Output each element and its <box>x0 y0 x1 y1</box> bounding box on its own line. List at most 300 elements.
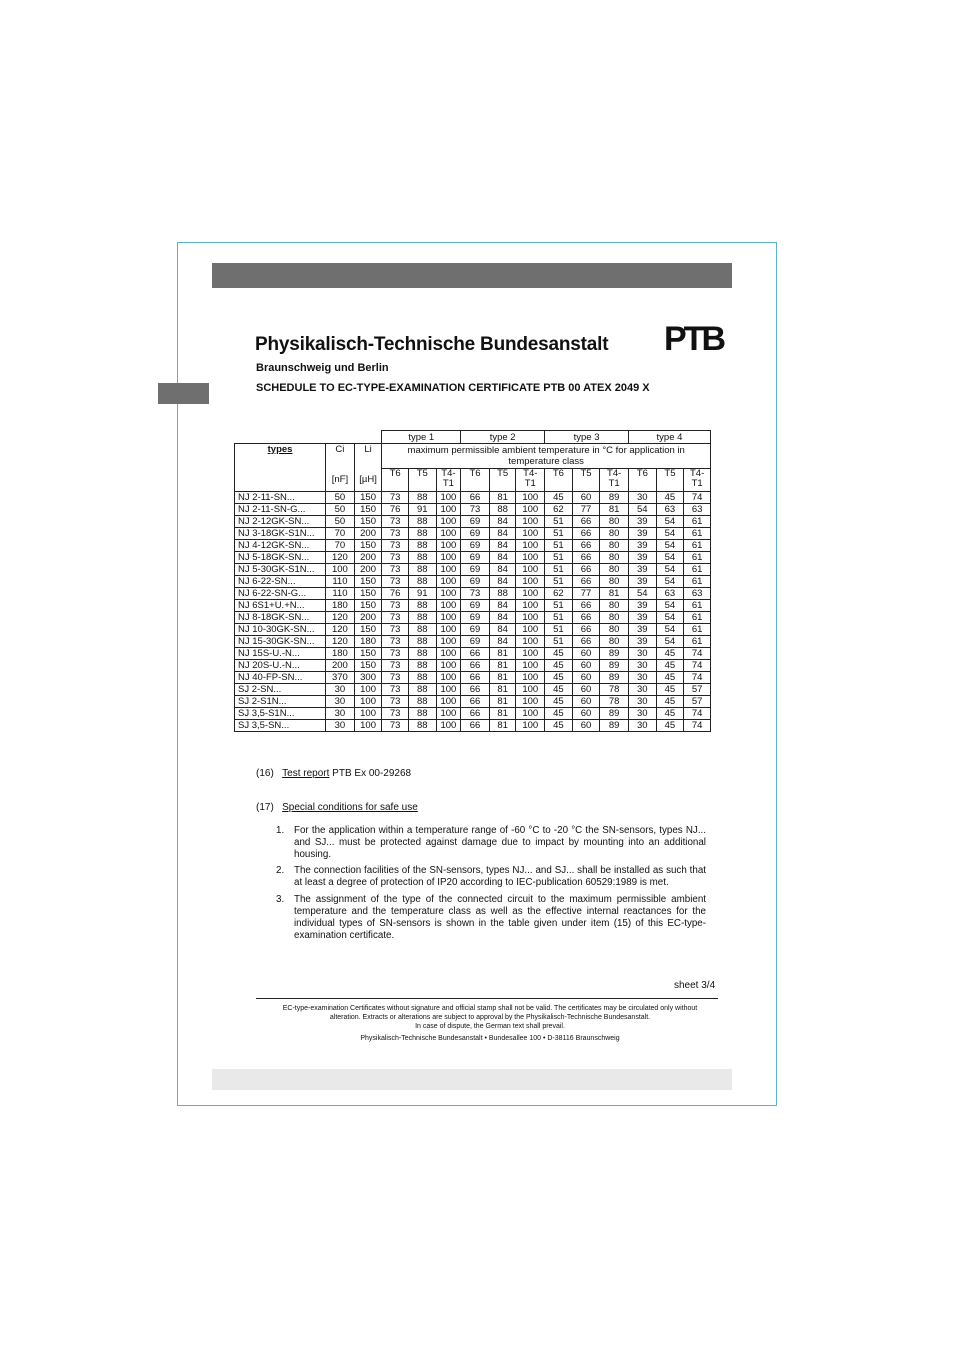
table-row <box>235 528 711 540</box>
temperature-cell: 73 <box>382 576 409 588</box>
type-header: type 3 <box>545 431 629 444</box>
temperature-cell: 73 <box>382 648 409 660</box>
footer-disclaimer: EC-type-examination Certificates without signature and official stamp shall not be valid. The certificates may be circulated only without alteration. Extracts or alterations are subject to approval by the Physikalisch-Technische Bundesanstalt. In case of dispute, the German text shall prevail. <box>282 1005 698 1030</box>
temperature-cell: 76 <box>382 504 409 516</box>
li-cell: 200 <box>354 528 382 540</box>
temperature-cell: 100 <box>516 684 545 696</box>
temperature-cell: 78 <box>600 684 629 696</box>
temperature-cell: 45 <box>545 720 573 732</box>
temperature-cell: 45 <box>656 648 684 660</box>
temperature-cell: 63 <box>656 504 684 516</box>
temperature-cell: 45 <box>656 672 684 684</box>
temperature-cell: 54 <box>656 612 684 624</box>
temperature-cell: 39 <box>629 564 657 576</box>
condition-2: 2. The connection facilities of the SN-sensors, types NJ... and SJ... shall be installed as such that at least a degree of protection of IP20 according to IEC-publication 60529:1989 is met. <box>276 865 706 888</box>
temperature-cell: 81 <box>600 588 629 600</box>
temperature-cell: 100 <box>436 720 461 732</box>
temperature-cell: 66 <box>461 672 490 684</box>
temperature-cell: 66 <box>572 576 600 588</box>
temperature-cell: 74 <box>684 660 711 672</box>
temp-class-header: T6 <box>382 469 409 492</box>
temperature-cell: 45 <box>656 492 684 504</box>
temperature-cell: 80 <box>600 636 629 648</box>
table-row <box>235 588 711 600</box>
types-header: types <box>267 444 293 455</box>
temperature-cell: 30 <box>629 648 657 660</box>
temperature-cell: 77 <box>572 504 600 516</box>
temperature-cell: 100 <box>516 528 545 540</box>
temperature-cell: 73 <box>382 720 409 732</box>
temperature-cell: 100 <box>436 624 461 636</box>
temperature-cell: 100 <box>516 648 545 660</box>
li-cell: 100 <box>354 720 382 732</box>
schedule-title: SCHEDULE TO EC-TYPE-EXAMINATION CERTIFICATE PTB 00 ATEX 2049 X <box>256 382 650 394</box>
temperature-cell: 54 <box>656 624 684 636</box>
temperature-cell: 84 <box>489 564 516 576</box>
table-row <box>235 636 711 648</box>
temperature-cell: 54 <box>629 588 657 600</box>
sensor-type-cell: SJ 3,5-S1N... <box>235 708 326 720</box>
temperature-cell: 51 <box>545 516 573 528</box>
temperature-cell: 61 <box>684 636 711 648</box>
li-cell: 150 <box>354 504 382 516</box>
table-row <box>235 504 711 516</box>
temperature-cell: 39 <box>629 576 657 588</box>
temperature-cell: 69 <box>461 636 490 648</box>
li-cell: 150 <box>354 600 382 612</box>
ci-cell: 180 <box>326 648 355 660</box>
temperature-cell: 60 <box>572 696 600 708</box>
temperature-cell: 57 <box>684 696 711 708</box>
temperature-cell: 88 <box>408 564 436 576</box>
temp-class-header: T4- T1 <box>684 469 711 492</box>
sensor-type-cell: NJ 5-18GK-SN... <box>235 552 326 564</box>
li-cell: 100 <box>354 708 382 720</box>
temperature-cell: 81 <box>489 648 516 660</box>
temperature-cell: 84 <box>489 624 516 636</box>
temperature-cell: 88 <box>408 696 436 708</box>
temperature-cell: 69 <box>461 576 490 588</box>
temperature-cell: 88 <box>408 624 436 636</box>
temperature-cell: 66 <box>572 516 600 528</box>
temperature-cell: 91 <box>408 588 436 600</box>
temperature-cell: 39 <box>629 516 657 528</box>
li-cell: 200 <box>354 612 382 624</box>
temperature-cell: 88 <box>408 600 436 612</box>
temperature-cell: 45 <box>545 660 573 672</box>
temperature-cell: 100 <box>516 564 545 576</box>
temperature-cell: 66 <box>461 648 490 660</box>
side-tab <box>158 383 209 404</box>
temperature-cell: 100 <box>436 660 461 672</box>
temperature-cell: 51 <box>545 576 573 588</box>
temperature-cell: 100 <box>436 564 461 576</box>
sensor-type-cell: NJ 40-FP-SN... <box>235 672 326 684</box>
temperature-cell: 61 <box>684 516 711 528</box>
sensor-type-cell: NJ 10-30GK-SN... <box>235 624 326 636</box>
temperature-cell: 100 <box>516 492 545 504</box>
temperature-cell: 73 <box>382 564 409 576</box>
temperature-cell: 88 <box>408 612 436 624</box>
temperature-cell: 60 <box>572 684 600 696</box>
type-header: type 2 <box>461 431 545 444</box>
temperature-cell: 100 <box>516 504 545 516</box>
temperature-cell: 54 <box>656 528 684 540</box>
special-conditions-label: Special conditions for safe use <box>282 802 418 813</box>
temperature-cell: 30 <box>629 672 657 684</box>
temperature-cell: 61 <box>684 612 711 624</box>
temperature-caption: maximum permissible ambient temperature in °C for application in temperature class <box>382 444 711 469</box>
temperature-cell: 88 <box>408 528 436 540</box>
temperature-cell: 100 <box>436 684 461 696</box>
bottom-bar <box>212 1069 732 1090</box>
temperature-cell: 60 <box>572 720 600 732</box>
temperature-cell: 54 <box>656 564 684 576</box>
temperature-cell: 100 <box>436 576 461 588</box>
ci-cell: 30 <box>326 720 355 732</box>
temperature-cell: 84 <box>489 552 516 564</box>
temperature-cell: 80 <box>600 516 629 528</box>
ci-cell: 180 <box>326 600 355 612</box>
temperature-cell: 100 <box>516 696 545 708</box>
temperature-cell: 89 <box>600 492 629 504</box>
test-report-label: Test report <box>282 768 330 779</box>
ci-cell: 120 <box>326 612 355 624</box>
temp-class-header: T6 <box>545 469 573 492</box>
ci-cell: 70 <box>326 528 355 540</box>
li-cell: 150 <box>354 540 382 552</box>
temperature-cell: 77 <box>572 588 600 600</box>
temperature-cell: 84 <box>489 516 516 528</box>
temperature-cell: 100 <box>516 672 545 684</box>
temperature-cell: 80 <box>600 600 629 612</box>
temperature-cell: 73 <box>461 588 490 600</box>
temperature-cell: 60 <box>572 492 600 504</box>
temperature-cell: 84 <box>489 540 516 552</box>
temperature-cell: 66 <box>572 636 600 648</box>
temperature-cell: 100 <box>516 624 545 636</box>
top-bar <box>212 263 732 288</box>
temperature-cell: 69 <box>461 624 490 636</box>
temperature-cell: 73 <box>382 540 409 552</box>
temperature-cell: 73 <box>461 504 490 516</box>
temperature-cell: 30 <box>629 492 657 504</box>
temperature-cell: 69 <box>461 540 490 552</box>
temperature-cell: 74 <box>684 492 711 504</box>
li-cell: 150 <box>354 660 382 672</box>
li-cell: 150 <box>354 492 382 504</box>
table-row <box>235 564 711 576</box>
ptb-logo: PTB <box>664 320 723 358</box>
temperature-cell: 100 <box>516 660 545 672</box>
temperature-cell: 63 <box>656 588 684 600</box>
temperature-cell: 61 <box>684 528 711 540</box>
temperature-cell: 84 <box>489 612 516 624</box>
temperature-cell: 88 <box>408 708 436 720</box>
ci-cell: 100 <box>326 564 355 576</box>
table-row <box>235 552 711 564</box>
temperature-cell: 88 <box>408 540 436 552</box>
sensor-type-cell: NJ 3-18GK-S1N... <box>235 528 326 540</box>
li-cell: 150 <box>354 576 382 588</box>
temperature-cell: 30 <box>629 708 657 720</box>
temperature-cell: 69 <box>461 516 490 528</box>
temperature-cell: 66 <box>461 660 490 672</box>
temperature-cell: 66 <box>572 564 600 576</box>
li-cell: 150 <box>354 516 382 528</box>
table-row <box>235 720 711 732</box>
temperature-cell: 62 <box>545 504 573 516</box>
ci-cell: 120 <box>326 624 355 636</box>
temperature-cell: 66 <box>461 492 490 504</box>
temperature-cell: 39 <box>629 600 657 612</box>
temperature-cell: 80 <box>600 528 629 540</box>
table-row <box>235 600 711 612</box>
temperature-cell: 89 <box>600 648 629 660</box>
sheet-number: sheet 3/4 <box>674 980 716 991</box>
temperature-cell: 88 <box>489 588 516 600</box>
temperature-cell: 39 <box>629 540 657 552</box>
temperature-cell: 80 <box>600 576 629 588</box>
temperature-cell: 51 <box>545 552 573 564</box>
temperature-cell: 66 <box>572 600 600 612</box>
footer-address: Physikalisch-Technische Bundesanstalt • Bundesallee 100 • D-38116 Braunschweig <box>360 1035 620 1042</box>
temp-class-header: T4- T1 <box>436 469 461 492</box>
ci-cell: 110 <box>326 576 355 588</box>
temperature-cell: 100 <box>516 612 545 624</box>
table-row <box>235 540 711 552</box>
temperature-cell: 91 <box>408 504 436 516</box>
sensor-type-cell: SJ 2-SN... <box>235 684 326 696</box>
temperature-cell: 81 <box>600 504 629 516</box>
temperature-cell: 74 <box>684 672 711 684</box>
temperature-cell: 88 <box>408 720 436 732</box>
sensor-type-cell: NJ 5-30GK-S1N... <box>235 564 326 576</box>
temperature-cell: 88 <box>408 636 436 648</box>
condition-1: 1. For the application within a temperature range of -60 °C to -20 °C the SN-sensors, types NJ... and SJ... must be protected against damage due to impact by mounting into an additional housing. <box>276 825 706 860</box>
sensor-type-cell: NJ 6-22-SN... <box>235 576 326 588</box>
table-row <box>235 612 711 624</box>
temperature-cell: 88 <box>489 504 516 516</box>
temperature-cell: 60 <box>572 648 600 660</box>
condition-3: 3. The assignment of the type of the connected circuit to the maximum permissible ambient temperature and the temperature class as well as the effective internal reactances for the individual types of SN-sensors is shown in the table given under item (15) of this EC-type-examination certificate. <box>276 894 706 941</box>
temperature-cell: 63 <box>684 504 711 516</box>
temperature-cell: 51 <box>545 540 573 552</box>
temperature-cell: 51 <box>545 636 573 648</box>
temperature-cell: 30 <box>629 660 657 672</box>
temperature-cell: 100 <box>436 516 461 528</box>
temperature-cell: 88 <box>408 648 436 660</box>
ci-cell: 70 <box>326 540 355 552</box>
temperature-cell: 61 <box>684 600 711 612</box>
table-row <box>235 624 711 636</box>
temperature-cell: 73 <box>382 492 409 504</box>
temperature-cell: 100 <box>436 492 461 504</box>
temperature-cell: 78 <box>600 696 629 708</box>
temperature-cell: 30 <box>629 684 657 696</box>
temperature-cell: 100 <box>436 528 461 540</box>
temp-class-header: T6 <box>461 469 490 492</box>
temp-class-header: T6 <box>629 469 657 492</box>
temperature-cell: 66 <box>461 720 490 732</box>
li-cell: 300 <box>354 672 382 684</box>
temperature-cell: 100 <box>436 636 461 648</box>
temperature-cell: 74 <box>684 720 711 732</box>
type-header: type 4 <box>629 431 711 444</box>
ci-cell: 50 <box>326 492 355 504</box>
item-16: (16) Test report PTB Ex 00-29268 <box>256 768 412 779</box>
temperature-cell: 69 <box>461 552 490 564</box>
temperature-cell: 100 <box>436 600 461 612</box>
temperature-cell: 73 <box>382 696 409 708</box>
temperature-cell: 45 <box>656 684 684 696</box>
temperature-cell: 81 <box>489 492 516 504</box>
temperature-cell: 69 <box>461 564 490 576</box>
temp-class-header: T5 <box>489 469 516 492</box>
temperature-cell: 100 <box>436 648 461 660</box>
ci-cell: 50 <box>326 516 355 528</box>
temperature-cell: 80 <box>600 540 629 552</box>
temperature-cell: 100 <box>436 612 461 624</box>
temperature-cell: 30 <box>629 696 657 708</box>
temperature-cell: 84 <box>489 636 516 648</box>
temperature-cell: 45 <box>545 648 573 660</box>
sensor-type-cell: NJ 15-30GK-SN... <box>235 636 326 648</box>
organization-name: Physikalisch-Technische Bundesanstalt <box>255 334 609 355</box>
temperature-cell: 45 <box>545 684 573 696</box>
temperature-cell: 73 <box>382 600 409 612</box>
ci-cell: 200 <box>326 660 355 672</box>
temp-class-header: T5 <box>408 469 436 492</box>
ci-header: Ci <box>326 444 355 469</box>
temperature-cell: 54 <box>656 576 684 588</box>
sensor-type-cell: SJ 3,5-SN... <box>235 720 326 732</box>
temperature-cell: 74 <box>684 708 711 720</box>
temperature-cell: 39 <box>629 552 657 564</box>
temperature-cell: 88 <box>408 660 436 672</box>
sensor-type-cell: NJ 20S-U.-N... <box>235 660 326 672</box>
table-row <box>235 516 711 528</box>
temperature-cell: 88 <box>408 516 436 528</box>
temperature-cell: 57 <box>684 684 711 696</box>
temperature-cell: 81 <box>489 696 516 708</box>
temperature-cell: 73 <box>382 552 409 564</box>
temperature-cell: 73 <box>382 528 409 540</box>
temperature-cell: 66 <box>461 696 490 708</box>
temperature-cell: 61 <box>684 576 711 588</box>
temperature-cell: 88 <box>408 672 436 684</box>
temperature-cell: 45 <box>545 696 573 708</box>
temperature-cell: 80 <box>600 612 629 624</box>
sensor-type-cell: NJ 2-11-SN-G... <box>235 504 326 516</box>
temperature-cell: 66 <box>572 612 600 624</box>
temperature-cell: 100 <box>436 540 461 552</box>
temperature-cell: 100 <box>436 504 461 516</box>
temperature-cell: 81 <box>489 720 516 732</box>
li-cell: 150 <box>354 648 382 660</box>
temperature-cell: 100 <box>436 588 461 600</box>
temperature-cell: 80 <box>600 564 629 576</box>
temperature-cell: 66 <box>461 684 490 696</box>
type-header: type 1 <box>382 431 461 444</box>
temperature-cell: 81 <box>489 708 516 720</box>
li-cell: 200 <box>354 564 382 576</box>
temperature-cell: 80 <box>600 552 629 564</box>
temp-class-header: T4- T1 <box>516 469 545 492</box>
temperature-cell: 51 <box>545 564 573 576</box>
temp-class-header: T5 <box>656 469 684 492</box>
ci-cell: 120 <box>326 636 355 648</box>
temperature-cell: 100 <box>516 600 545 612</box>
li-cell: 150 <box>354 588 382 600</box>
sensor-type-cell: NJ 6-22-SN-G... <box>235 588 326 600</box>
temperature-cell: 69 <box>461 612 490 624</box>
table-row <box>235 684 711 696</box>
li-cell: 180 <box>354 636 382 648</box>
test-report-value: PTB Ex 00-29268 <box>332 768 412 779</box>
ci-unit: [nF] <box>326 469 355 492</box>
temperature-cell: 39 <box>629 636 657 648</box>
temperature-cell: 84 <box>489 600 516 612</box>
temperature-cell: 69 <box>461 600 490 612</box>
temperature-cell: 54 <box>656 516 684 528</box>
temperature-cell: 54 <box>656 600 684 612</box>
temperature-cell: 84 <box>489 576 516 588</box>
li-cell: 200 <box>354 552 382 564</box>
li-cell: 150 <box>354 624 382 636</box>
sensor-type-cell: SJ 2-S1N... <box>235 696 326 708</box>
temperature-cell: 66 <box>572 624 600 636</box>
sensor-type-cell: NJ 8-18GK-SN... <box>235 612 326 624</box>
temperature-cell: 45 <box>656 720 684 732</box>
temperature-cell: 45 <box>656 696 684 708</box>
temperature-cell: 45 <box>545 492 573 504</box>
temperature-cell: 73 <box>382 612 409 624</box>
temperature-cell: 45 <box>545 708 573 720</box>
table-row <box>235 660 711 672</box>
temperature-cell: 88 <box>408 684 436 696</box>
temperature-cell: 100 <box>516 588 545 600</box>
temperature-cell: 81 <box>489 684 516 696</box>
temperature-cell: 100 <box>516 540 545 552</box>
temp-class-header: T4- T1 <box>600 469 629 492</box>
ci-cell: 30 <box>326 708 355 720</box>
temperature-cell: 45 <box>656 660 684 672</box>
temperature-cell: 66 <box>572 540 600 552</box>
li-cell: 100 <box>354 684 382 696</box>
temperature-cell: 89 <box>600 720 629 732</box>
sensor-type-cell: NJ 2-12GK-SN... <box>235 516 326 528</box>
temperature-cell: 100 <box>436 672 461 684</box>
temperature-cell: 74 <box>684 648 711 660</box>
temperature-cell: 100 <box>436 552 461 564</box>
temperature-cell: 89 <box>600 672 629 684</box>
temperature-cell: 61 <box>684 552 711 564</box>
temperature-cell: 61 <box>684 564 711 576</box>
ci-cell: 110 <box>326 588 355 600</box>
temperature-cell: 62 <box>545 588 573 600</box>
temperature-cell: 63 <box>684 588 711 600</box>
temperature-cell: 45 <box>545 672 573 684</box>
temperature-cell: 100 <box>516 708 545 720</box>
footer-rule <box>256 998 718 999</box>
temperature-cell: 54 <box>629 504 657 516</box>
temperature-cell: 89 <box>600 660 629 672</box>
temperature-cell: 100 <box>516 516 545 528</box>
temperature-cell: 81 <box>489 672 516 684</box>
table-row <box>235 672 711 684</box>
temperature-cell: 88 <box>408 552 436 564</box>
